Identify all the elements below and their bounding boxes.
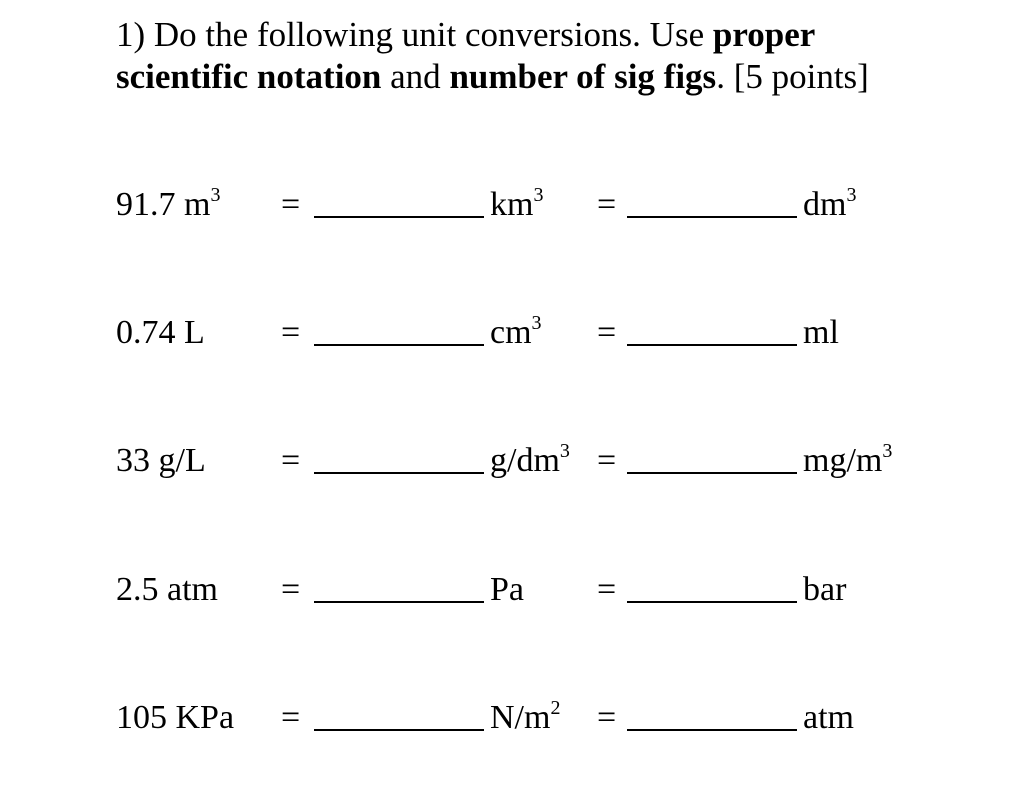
question-points: [5 points] (733, 57, 869, 96)
target-unit-1-exponent: 3 (531, 312, 542, 334)
answer-blank-1[interactable] (314, 216, 484, 218)
equals-sign: = (597, 314, 617, 351)
given-unit: m (184, 186, 211, 223)
target-unit-1-exponent: 3 (533, 184, 544, 206)
answer-blank-2[interactable] (627, 216, 797, 218)
given-unit-exponent: 3 (210, 184, 221, 206)
target-unit-1 (490, 308, 542, 358)
answer-blank-1[interactable] (314, 601, 484, 603)
target-unit-1 (490, 180, 543, 230)
question-text-before: Do the following unit conversions. Use (153, 15, 705, 54)
equals-sign: = (281, 442, 301, 479)
given-value: 0.74 (116, 314, 176, 351)
answer-blank-2[interactable] (627, 729, 797, 731)
conversion-row (0, 565, 1024, 615)
given-unit: g/L (158, 442, 206, 479)
target-unit-1-exponent: 2 (550, 697, 561, 719)
target-unit-2 (803, 693, 854, 743)
target-unit-1-text: cm (490, 314, 532, 351)
target-unit-1-text: Pa (490, 571, 524, 608)
given-value: 91.7 (116, 186, 176, 223)
given-value: 2.5 (116, 571, 159, 608)
target-unit-1-text: km (490, 186, 534, 223)
given-quantity (116, 693, 234, 743)
equals-sign: = (597, 571, 617, 608)
equals-sign: = (281, 186, 301, 223)
equals-sign: = (597, 699, 617, 736)
given-unit: KPa (175, 699, 235, 736)
conversion-row (0, 436, 1024, 486)
target-unit-1 (490, 693, 560, 743)
answer-blank-1[interactable] (314, 729, 484, 731)
target-unit-2-text: dm (803, 186, 847, 223)
target-unit-2-exponent: 3 (882, 440, 893, 462)
answer-blank-1[interactable] (314, 472, 484, 474)
target-unit-1-exponent: 3 (559, 440, 570, 462)
question-prompt (116, 14, 916, 98)
given-value: 105 (116, 699, 167, 736)
target-unit-2 (803, 436, 892, 486)
conversion-row (0, 180, 1024, 230)
target-unit-1-text: g/dm (490, 442, 560, 479)
given-unit: atm (167, 571, 218, 608)
target-unit-1 (490, 565, 524, 615)
given-quantity (116, 436, 206, 486)
question-bold-sig-figs: number of sig figs (449, 57, 717, 96)
target-unit-2 (803, 308, 839, 358)
answer-blank-2[interactable] (627, 472, 797, 474)
target-unit-2-text: ml (803, 314, 839, 351)
target-unit-2-text: bar (803, 571, 847, 608)
given-value: 33 (116, 442, 150, 479)
answer-blank-1[interactable] (314, 344, 484, 346)
given-unit: L (184, 314, 205, 351)
target-unit-1-text: N/m (490, 699, 551, 736)
question-bold-scientific-notation: proper scientific notation (116, 15, 815, 96)
target-unit-1 (490, 436, 570, 486)
equals-sign: = (597, 442, 617, 479)
given-quantity (116, 180, 220, 230)
target-unit-2-text: mg/m (803, 442, 883, 479)
conversion-row (0, 308, 1024, 358)
equals-sign: = (281, 699, 301, 736)
target-unit-2 (803, 565, 846, 615)
target-unit-2-exponent: 3 (846, 184, 857, 206)
question-number: 1) (116, 15, 146, 54)
equals-sign: = (281, 571, 301, 608)
question-text-after: . (716, 57, 725, 96)
target-unit-2 (803, 180, 856, 230)
question-text-middle: and (390, 57, 441, 96)
equals-sign: = (281, 314, 301, 351)
conversion-row (0, 693, 1024, 743)
given-quantity (116, 308, 205, 358)
target-unit-2-text: atm (803, 699, 854, 736)
equals-sign: = (597, 186, 617, 223)
answer-blank-2[interactable] (627, 344, 797, 346)
given-quantity (116, 565, 218, 615)
answer-blank-2[interactable] (627, 601, 797, 603)
